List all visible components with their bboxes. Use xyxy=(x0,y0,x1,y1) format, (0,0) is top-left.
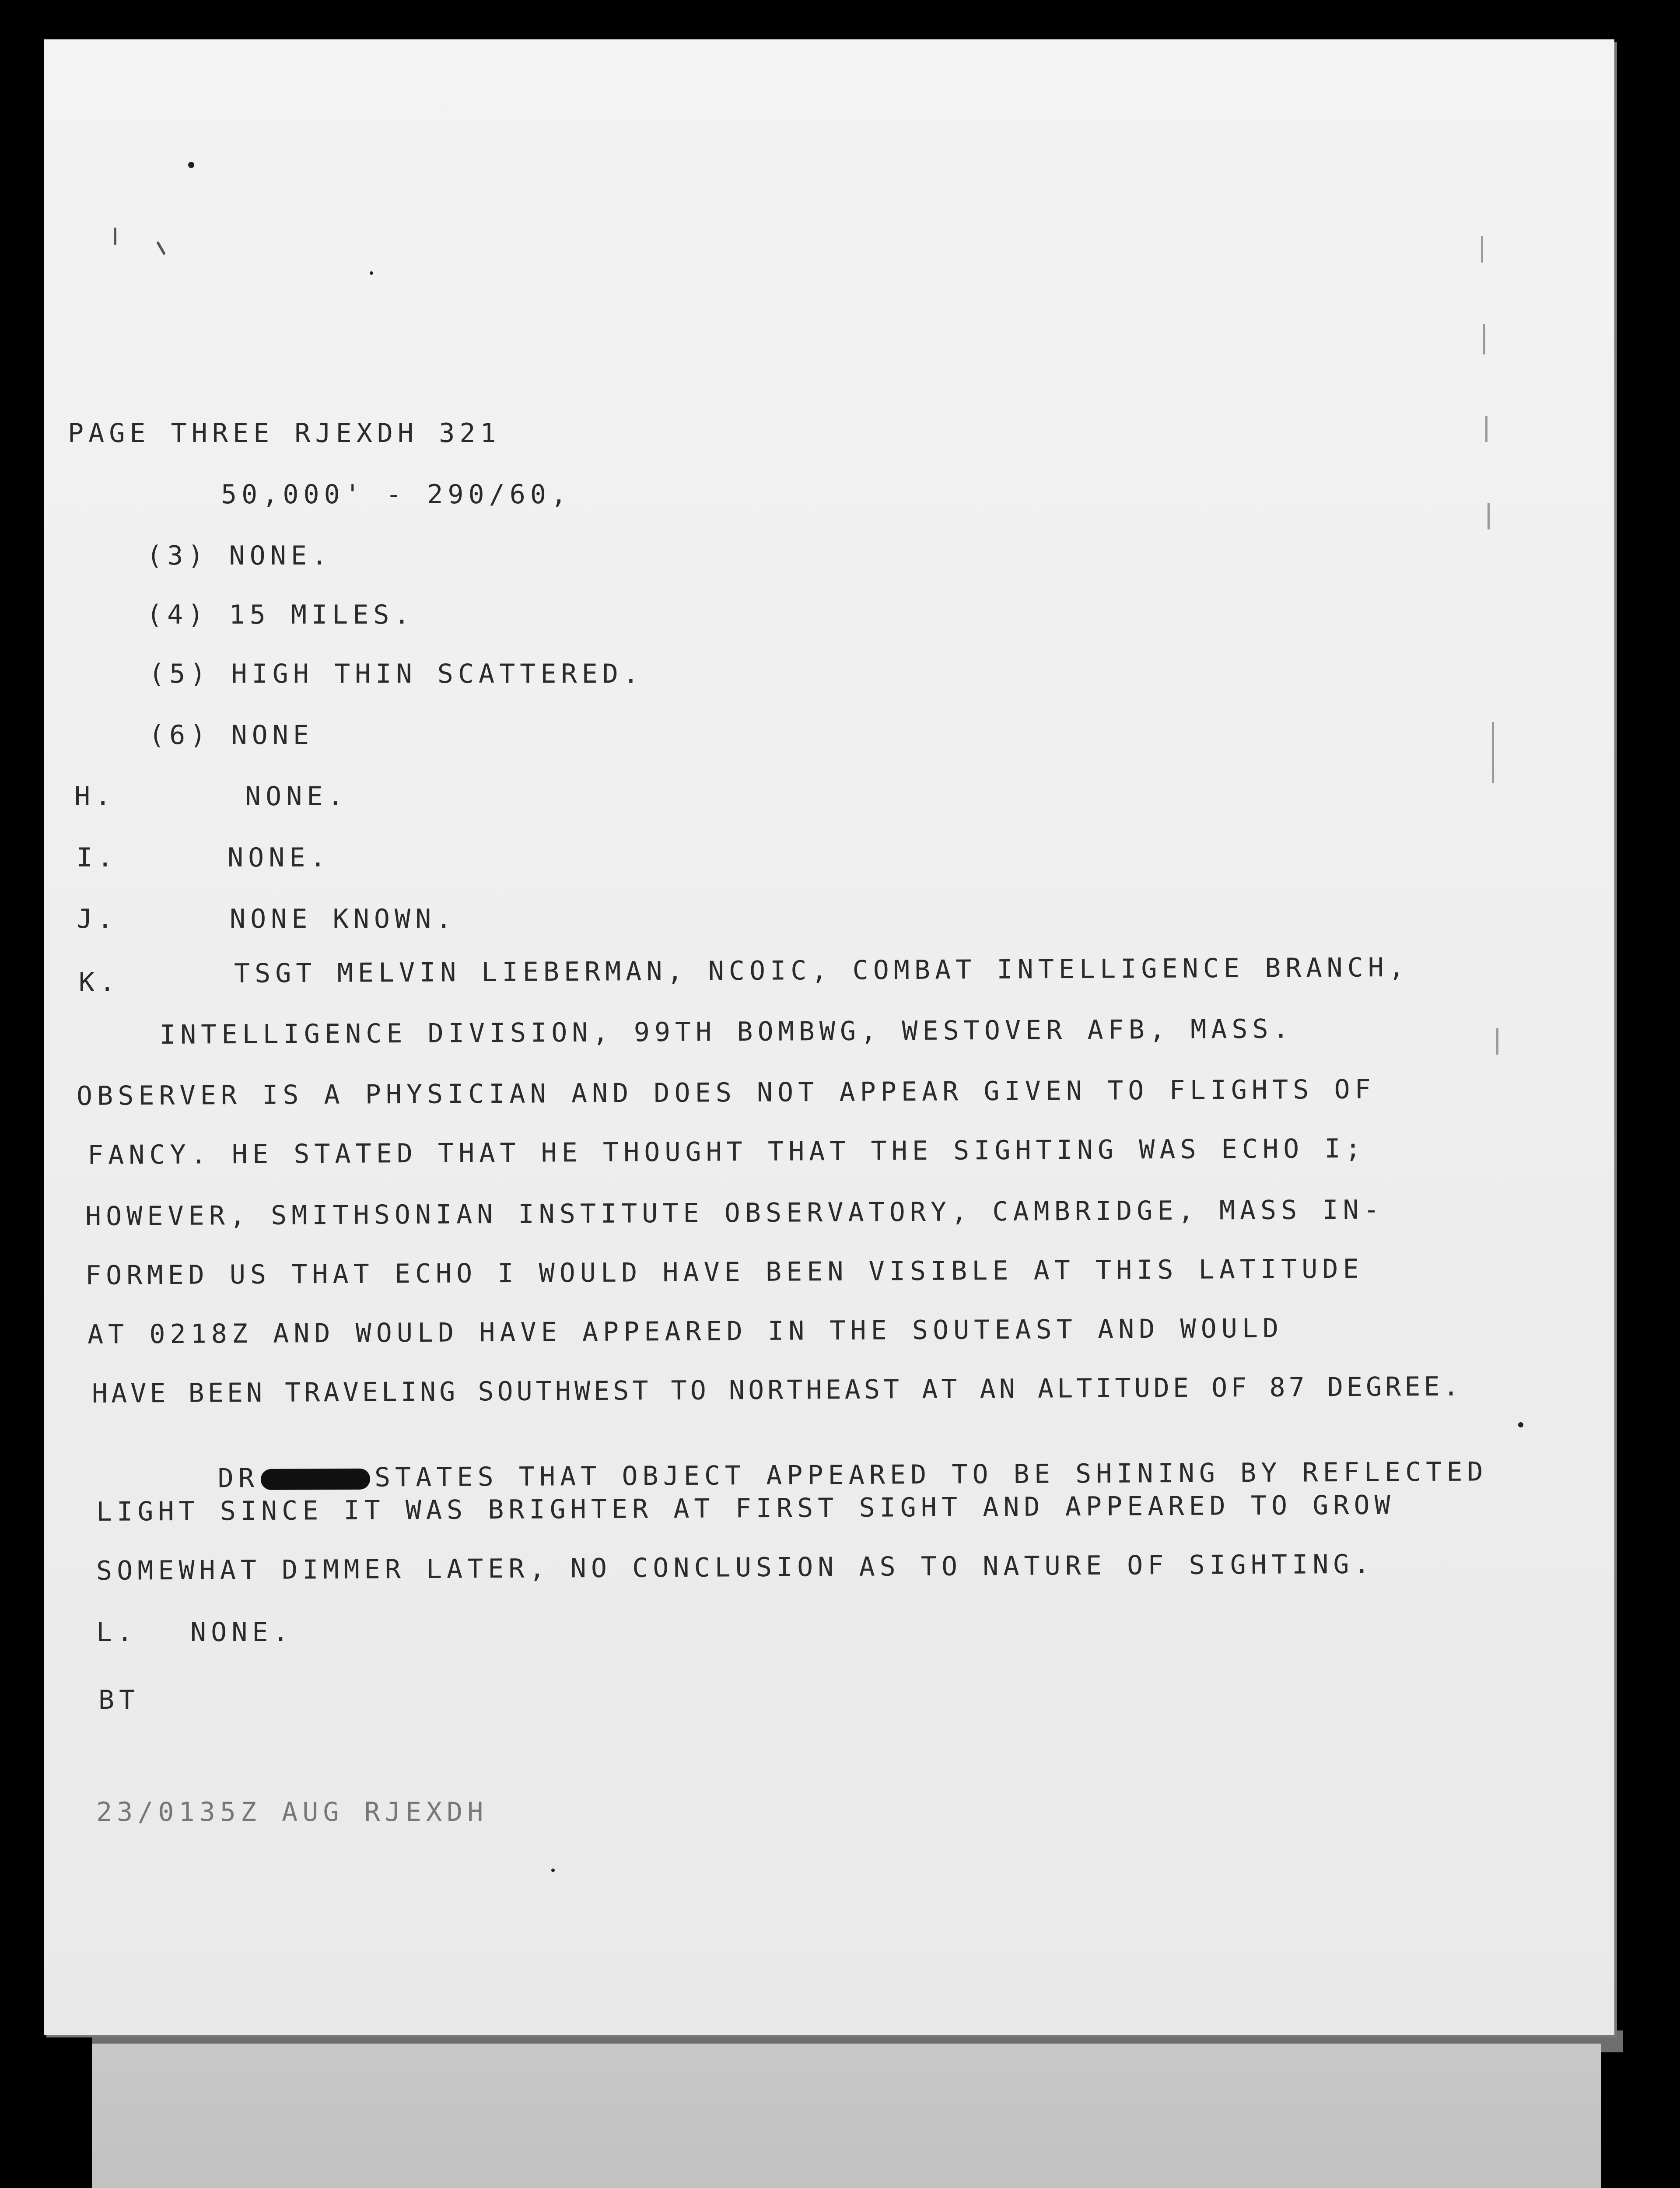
text-line: FORMED US THAT ECHO I WOULD HAVE BEEN VISIBLE AT THIS LATITUDE xyxy=(85,1253,1364,1291)
text-line: (6) NONE xyxy=(149,720,314,750)
speck xyxy=(551,1869,555,1872)
dr-statement: STATES THAT OBJECT APPEARED TO BE SHINING BY REFLECTED xyxy=(374,1456,1488,1493)
text-line: BT xyxy=(98,1685,140,1715)
backing-board xyxy=(92,2044,1601,2188)
speck xyxy=(188,162,194,168)
edge-mark xyxy=(1483,324,1485,354)
text-line: NONE. xyxy=(190,1617,294,1648)
text-line: LIGHT SINCE IT WAS BRIGHTER AT FIRST SIGHT AND APPEARED TO GROW xyxy=(96,1490,1395,1527)
text-line: HOWEVER, SMITHSONIAN INSTITUTE OBSERVATORY, CAMBRIDGE, MASS IN- xyxy=(85,1194,1384,1232)
speck xyxy=(370,271,373,275)
text-line: 23/0135Z AUG RJEXDH xyxy=(96,1797,488,1827)
header-line: PAGE THREE RJEXDH 321 xyxy=(68,418,501,449)
teletype-page xyxy=(44,39,1614,2035)
speck xyxy=(114,228,116,245)
speck xyxy=(1518,1422,1523,1427)
edge-mark xyxy=(1496,1028,1498,1055)
text-line: NONE. xyxy=(228,842,331,873)
text-line: 50,000' - 290/60, xyxy=(221,479,572,510)
item-label: L. xyxy=(96,1617,138,1648)
text-line: SOMEWHAT DIMMER LATER, NO CONCLUSION AS TO NATURE OF SIGHTING. xyxy=(96,1549,1375,1586)
text-line: FANCY. HE STATED THAT HE THOUGHT THAT THE SIGHTING WAS ECHO I; xyxy=(87,1133,1366,1171)
speck xyxy=(156,241,166,255)
edge-mark xyxy=(1492,722,1494,783)
cut-off-line xyxy=(96,1797,490,1827)
text-line: (5) HIGH THIN SCATTERED. xyxy=(149,659,644,689)
item-label: J. xyxy=(77,904,118,934)
edge-mark xyxy=(1485,416,1488,442)
item-label: K. xyxy=(79,967,120,998)
edge-mark xyxy=(1488,503,1490,529)
item-label: I. xyxy=(77,842,118,873)
text-line: NONE. xyxy=(245,781,348,812)
text-line: NONE KNOWN. xyxy=(230,904,457,934)
text-line: OBSERVER IS A PHYSICIAN AND DOES NOT APPEAR GIVEN TO FLIGHTS OF xyxy=(76,1074,1376,1112)
text-line: HAVE BEEN TRAVELING SOUTHWEST TO NORTHEAST AT AN ALTITUDE OF 87 DEGREE. xyxy=(91,1371,1463,1409)
redaction-mark xyxy=(261,1469,370,1490)
text-line: AT 0218Z AND WOULD HAVE APPEARED IN THE SOUTEAST AND WOULD xyxy=(87,1313,1284,1350)
text-line: TSGT MELVIN LIEBERMAN, NCOIC, COMBAT INTELLIGENCE BRANCH, xyxy=(234,952,1410,989)
item-label: H. xyxy=(74,781,116,812)
text-line: (3) NONE. xyxy=(147,540,332,571)
text-line: (4) 15 MILES. xyxy=(147,600,415,630)
edge-mark xyxy=(1481,236,1483,263)
text-line: INTELLIGENCE DIVISION, 99TH BOMBWG, WESTOVER AFB, MASS. xyxy=(159,1013,1294,1050)
dr-prefix: DR xyxy=(217,1463,259,1494)
